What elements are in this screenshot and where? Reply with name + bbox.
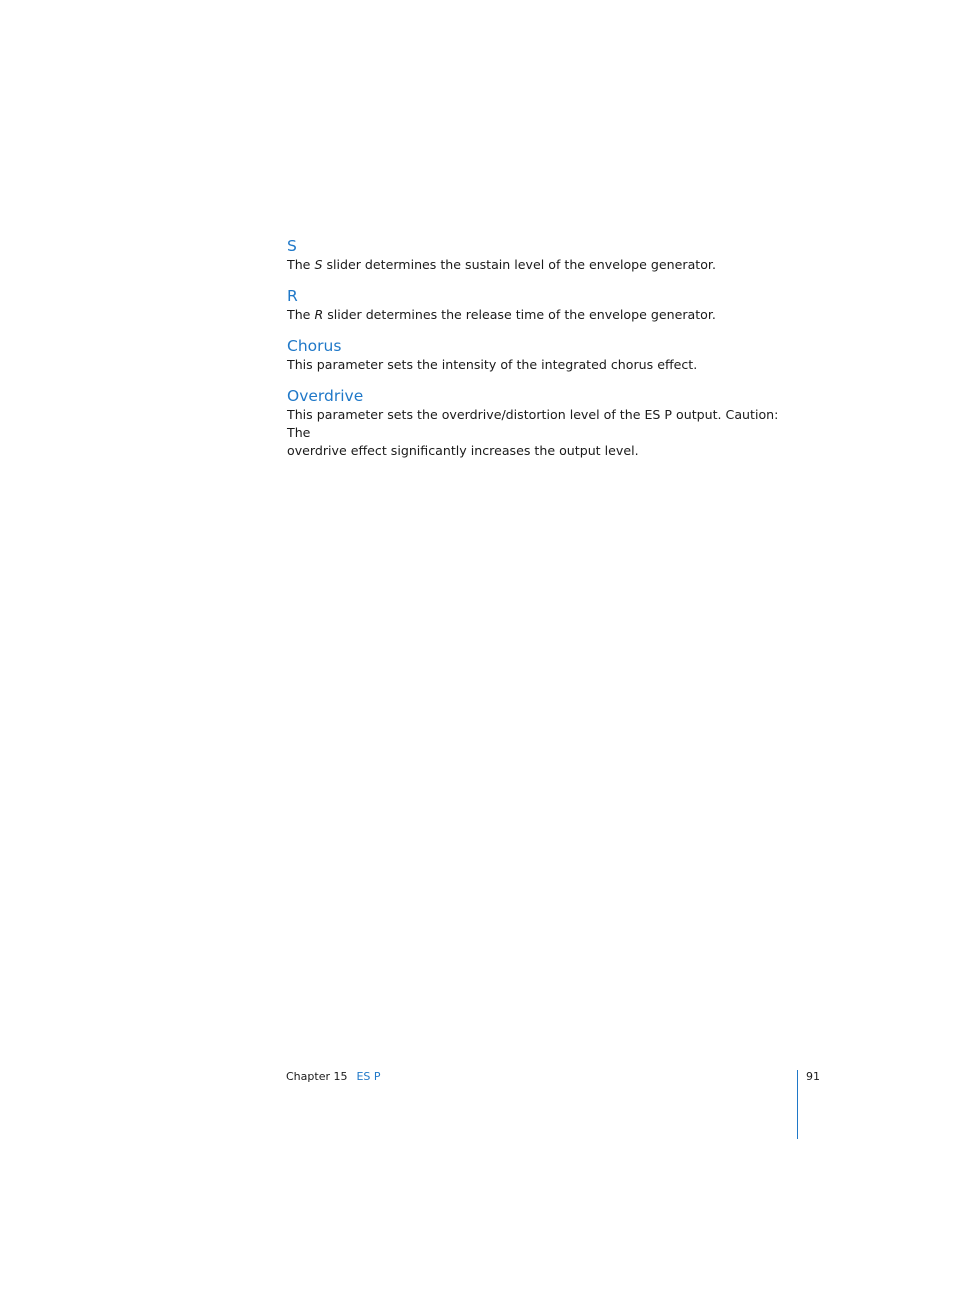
footer-divider <box>797 1070 798 1139</box>
section-heading-chorus: Chorus <box>287 337 342 355</box>
section-heading-r: R <box>287 287 298 305</box>
section-chorus <box>287 336 787 374</box>
section-heading-overdrive: Overdrive <box>287 387 364 405</box>
section-r <box>287 286 787 324</box>
section-body-s <box>287 256 787 274</box>
body-text-part: The <box>287 257 315 272</box>
section-heading-s: S <box>287 237 297 255</box>
section-overdrive <box>287 386 787 460</box>
footer-chapter-title: ES P <box>356 1070 381 1083</box>
footer-chapter-label: Chapter 15 <box>286 1070 348 1083</box>
body-text-italic: R <box>314 307 324 322</box>
body-text-part: The <box>287 307 315 322</box>
section-body-overdrive <box>287 406 787 460</box>
section-body-r <box>287 306 787 324</box>
section-body-chorus: This parameter sets the intensity of the integrated chorus effect. <box>287 357 698 372</box>
page-number: 91 <box>806 1070 820 1083</box>
body-text-part: slider determines the release time of the envelope generator. <box>323 307 716 322</box>
section-s <box>287 236 787 274</box>
body-text-line: This parameter sets the overdrive/distortion level of the ES P output. Caution: The <box>287 407 779 440</box>
body-text-line: overdrive effect significantly increases the output level. <box>287 443 639 458</box>
body-text-italic: S <box>314 257 323 272</box>
page-footer <box>286 1069 381 1085</box>
body-text-part: slider determines the sustain level of the envelope generator. <box>322 257 716 272</box>
page-content <box>287 236 787 472</box>
